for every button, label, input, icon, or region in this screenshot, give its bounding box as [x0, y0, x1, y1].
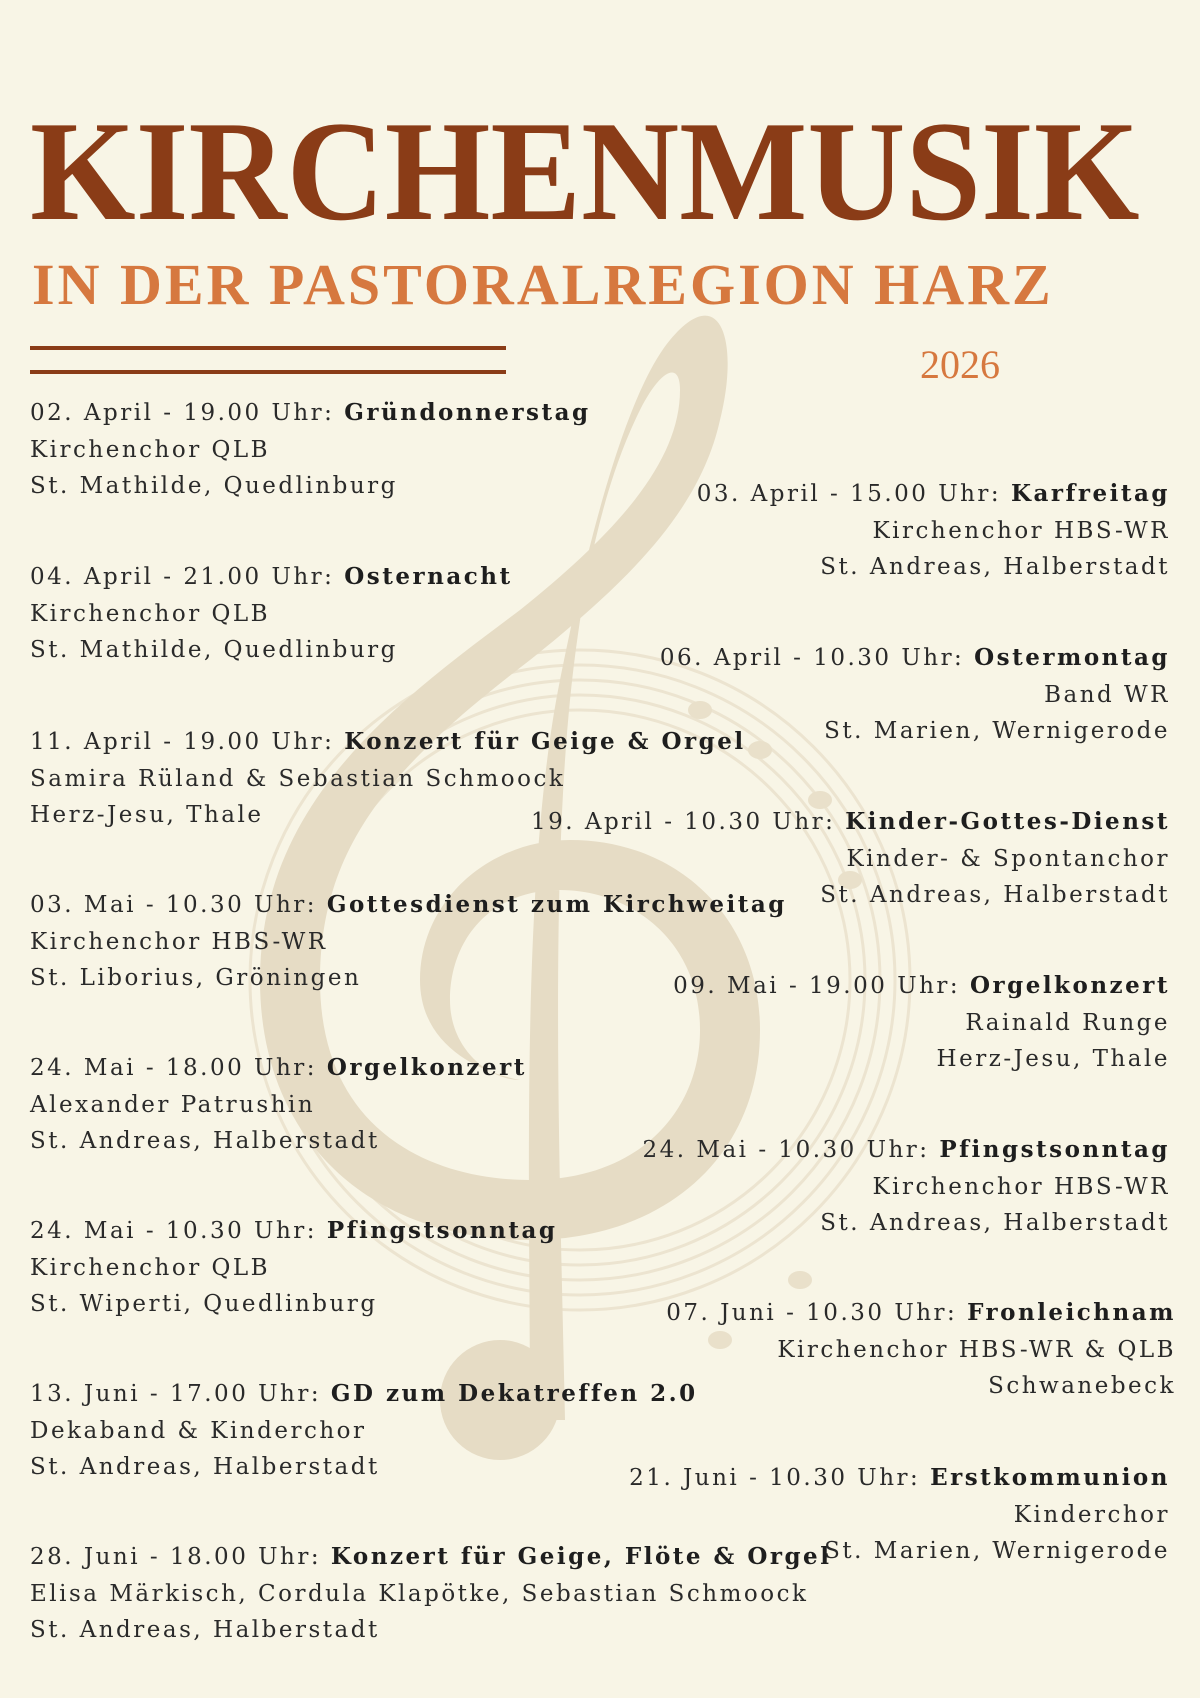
event-when: 28. Juni - 18.00 Uhr:	[30, 1544, 322, 1570]
event-when: 19. April - 10.30 Uhr:	[530, 809, 836, 835]
event-left-6	[30, 1213, 557, 1323]
event-performers: Kirchenchor HBS-WR & QLB	[777, 1336, 1176, 1363]
event-name: Osternacht	[344, 563, 513, 590]
event-when: 24. Mai - 10.30 Uhr:	[30, 1218, 317, 1244]
year-label: 2026	[920, 342, 1000, 387]
event-right-3	[531, 804, 1170, 914]
event-performers: Kirchenchor HBS-WR	[872, 517, 1170, 544]
event-location: St. Andreas, Halberstadt	[820, 1210, 1170, 1236]
event-performers: Kirchenchor HBS-WR	[872, 1173, 1170, 1200]
event-name: Orgelkonzert	[326, 1054, 527, 1081]
event-left-1	[30, 395, 591, 505]
event-when: 21. Juni - 10.30 Uhr:	[629, 1465, 921, 1491]
event-when: 02. April - 19.00 Uhr:	[30, 400, 335, 426]
event-performers: Kinder- & Spontanchor	[846, 845, 1170, 872]
event-location: St. Marien, Wernigerode	[824, 1538, 1170, 1564]
event-location: Herz-Jesu, Thale	[936, 1046, 1170, 1072]
event-right-5	[643, 1132, 1170, 1242]
event-location: St. Marien, Wernigerode	[824, 718, 1170, 744]
event-performers: Kirchenchor HBS-WR	[30, 928, 328, 955]
event-when: 24. Mai - 18.00 Uhr:	[30, 1055, 317, 1081]
event-performers: Samira Rüland & Sebastian Schmoock	[30, 765, 566, 792]
event-performers: Alexander Patrushin	[30, 1091, 316, 1118]
event-location: St. Mathilde, Quedlinburg	[30, 473, 398, 499]
event-name: Gründonnerstag	[344, 399, 591, 426]
event-name: Orgelkonzert	[969, 972, 1170, 999]
event-location: Herz-Jesu, Thale	[30, 802, 264, 828]
event-location: St. Andreas, Halberstadt	[820, 554, 1170, 580]
event-name: Pfingstsonntag	[326, 1217, 558, 1244]
event-location: St. Andreas, Halberstadt	[820, 882, 1170, 908]
event-right-6	[666, 1295, 1176, 1405]
event-name: Erstkommunion	[930, 1464, 1170, 1491]
event-performers: Kinderchor	[1013, 1501, 1170, 1528]
event-name: Konzert für Geige, Flöte & Orgel	[330, 1543, 832, 1570]
event-name: GD zum Dekatreffen 2.0	[330, 1380, 698, 1407]
event-when: 06. April - 10.30 Uhr:	[659, 645, 965, 671]
event-when: 09. Mai - 19.00 Uhr:	[673, 973, 961, 999]
event-name: Kinder-Gottes-Dienst	[845, 808, 1170, 835]
event-name: Pfingstsonntag	[939, 1136, 1170, 1163]
event-performers: Band WR	[1044, 681, 1170, 708]
event-name: Ostermontag	[974, 644, 1170, 671]
divider-line-bottom	[30, 370, 506, 374]
event-performers: Kirchenchor QLB	[30, 1254, 271, 1281]
event-left-7	[30, 1376, 698, 1486]
event-performers: Kirchenchor QLB	[30, 600, 271, 627]
event-right-1	[697, 476, 1170, 586]
event-performers: Rainald Runge	[965, 1009, 1170, 1036]
event-performers: Elisa Märkisch, Cordula Klapötke, Sebastian Schmoock	[30, 1580, 809, 1607]
event-when: 07. Juni - 10.30 Uhr:	[666, 1300, 958, 1326]
event-performers: Kirchenchor QLB	[30, 436, 271, 463]
event-right-4	[673, 968, 1170, 1078]
event-location: St. Andreas, Halberstadt	[30, 1454, 380, 1480]
event-name: Gottesdienst zum Kirchweitag	[326, 891, 787, 918]
divider-line-top	[30, 346, 506, 350]
event-location: St. Liborius, Gröningen	[30, 965, 362, 991]
page-subtitle: IN DER PASTORALREGION HARZ	[32, 252, 1054, 317]
event-location: Schwanebeck	[988, 1373, 1176, 1399]
event-when: 11. April - 19.00 Uhr:	[30, 729, 335, 755]
event-performers: Dekaband & Kinderchor	[30, 1417, 367, 1444]
event-location: St. Andreas, Halberstadt	[30, 1128, 380, 1154]
event-when: 24. Mai - 10.30 Uhr:	[642, 1137, 930, 1163]
event-name: Konzert für Geige & Orgel	[344, 728, 746, 755]
event-right-7	[629, 1460, 1170, 1570]
page-title: KIRCHENMUSIK	[30, 92, 1140, 250]
event-left-5	[30, 1050, 527, 1160]
event-name: Fronleichnam	[967, 1299, 1176, 1326]
event-when: 04. April - 21.00 Uhr:	[30, 564, 335, 590]
event-right-2	[660, 640, 1170, 750]
event-when: 13. Juni - 17.00 Uhr:	[30, 1381, 322, 1407]
event-location: St. Andreas, Halberstadt	[30, 1617, 380, 1643]
event-when: 03. April - 15.00 Uhr:	[696, 481, 1002, 507]
event-name: Karfreitag	[1010, 480, 1170, 507]
event-location: St. Wiperti, Quedlinburg	[30, 1291, 378, 1317]
event-left-2	[30, 559, 513, 669]
event-location: St. Mathilde, Quedlinburg	[30, 637, 398, 663]
event-when: 03. Mai - 10.30 Uhr:	[30, 892, 317, 918]
